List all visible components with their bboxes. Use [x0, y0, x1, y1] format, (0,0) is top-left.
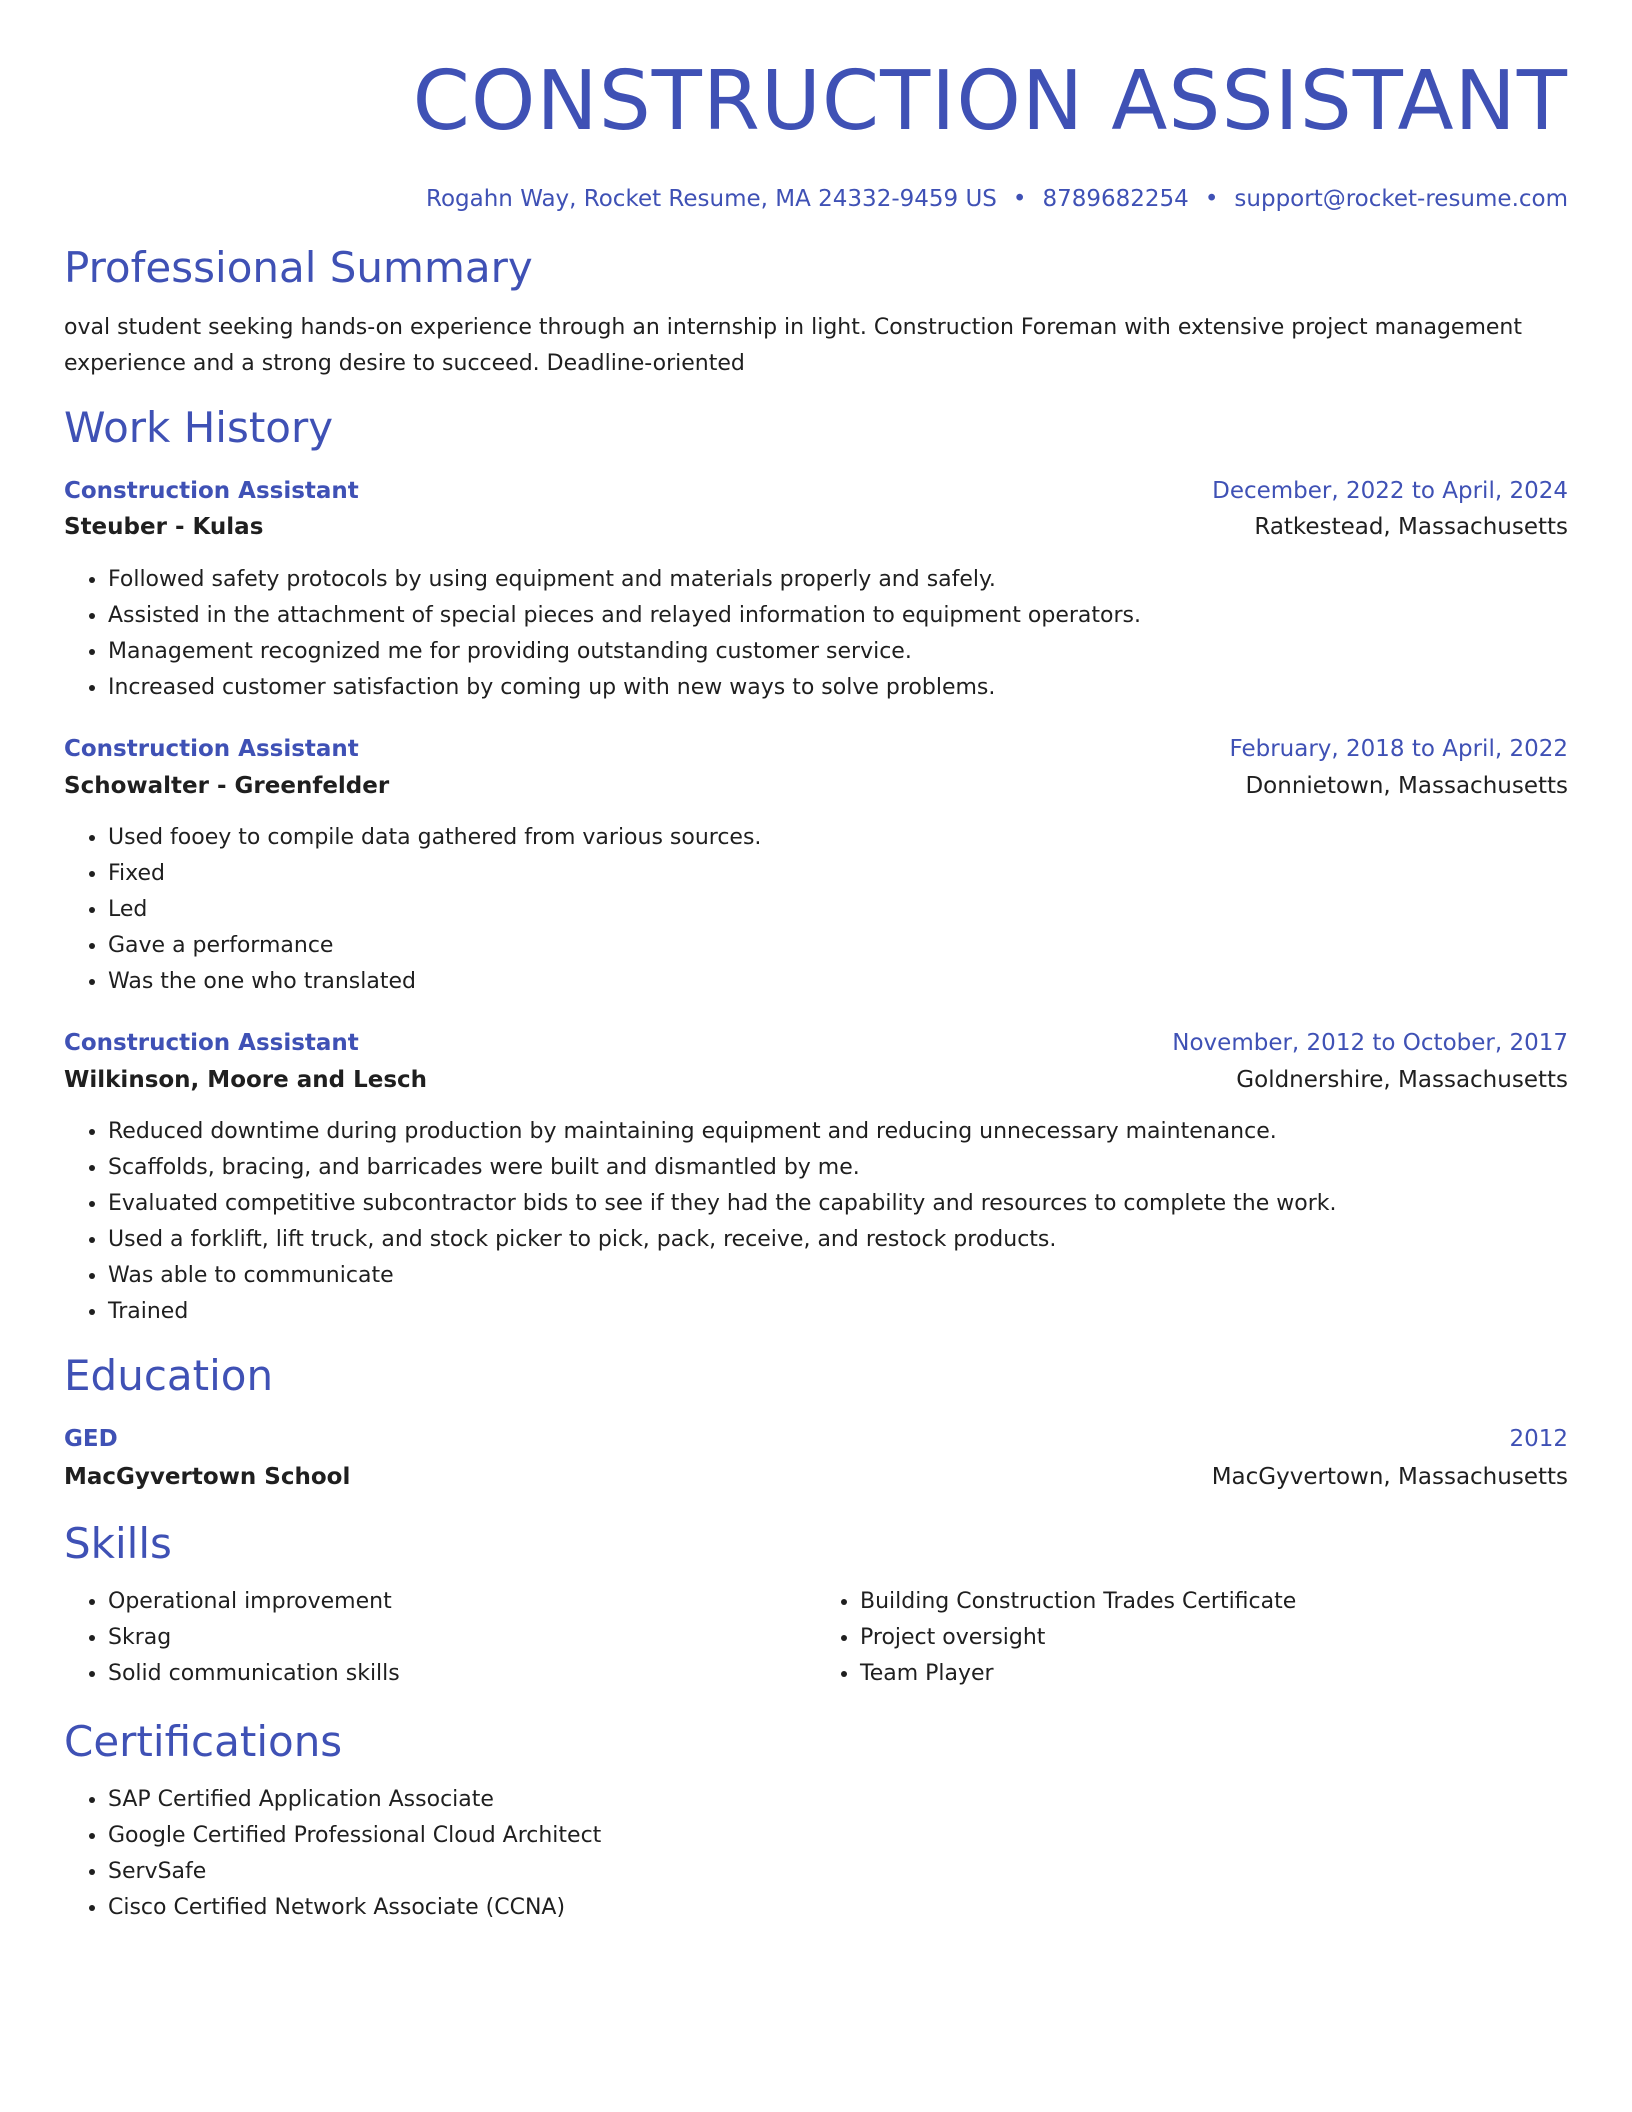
- certifications-heading: Certifications: [64, 1717, 343, 1766]
- job-location: Ratkestead, Massachusetts: [1254, 514, 1568, 540]
- education-heading: Education: [64, 1351, 274, 1400]
- list-item: • Led: [108, 892, 1568, 928]
- skills-grid: [64, 1584, 1568, 1692]
- job-title: Construction Assistant: [64, 1030, 359, 1056]
- list-item: • Team Player: [860, 1656, 1568, 1692]
- list-item: • Was able to communicate: [108, 1258, 1568, 1294]
- list-item: • Scaffolds, bracing, and barricades were built and dismantled by me.: [108, 1150, 1568, 1186]
- job-entry: [64, 732, 1568, 1000]
- education-section: [64, 1350, 1568, 1498]
- job-dates: December, 2022 to April, 2024: [1212, 478, 1568, 504]
- job-bullets: [64, 562, 1568, 706]
- work-history-section: [64, 402, 1568, 1330]
- job-location: Goldnershire, Massachusetts: [1236, 1067, 1568, 1093]
- certifications-section: [64, 1716, 1568, 1926]
- work-history-heading: Work History: [64, 403, 334, 452]
- list-item: • Trained: [108, 1294, 1568, 1330]
- summary-section: [64, 242, 1568, 382]
- contact-phone: 8789682254: [1042, 186, 1189, 212]
- list-item: • Reduced downtime during production by maintaining equipment and reducing unnecessary maintenance.: [108, 1114, 1568, 1150]
- list-item: • Assisted in the attachment of special pieces and relayed information to equipment operators.: [108, 598, 1568, 634]
- list-item: • Management recognized me for providing outstanding customer service.: [108, 634, 1568, 670]
- contact-line: [64, 184, 1568, 214]
- job-dates: November, 2012 to October, 2017: [1172, 1030, 1568, 1056]
- list-item: • Solid communication skills: [108, 1656, 816, 1692]
- job-entry: [64, 1026, 1568, 1330]
- list-item: • Used a forklift, lift truck, and stock picker to pick, pack, receive, and restock products.: [108, 1222, 1568, 1258]
- list-item: • Was the one who translated: [108, 964, 1568, 1000]
- skills-heading: Skills: [64, 1519, 172, 1568]
- list-item: • Project oversight: [860, 1620, 1568, 1656]
- list-item: • Google Certified Professional Cloud Architect: [108, 1818, 1568, 1854]
- contact-separator: •: [1204, 186, 1219, 212]
- contact-email[interactable]: support@rocket-resume.com: [1234, 186, 1568, 212]
- summary-heading: Professional Summary: [64, 243, 533, 292]
- list-item: • Operational improvement: [108, 1584, 816, 1620]
- education-year: 2012: [1509, 1426, 1568, 1452]
- skills-column-right: [816, 1584, 1568, 1692]
- education-school: MacGyvertown School: [64, 1464, 351, 1490]
- skills-list: [816, 1584, 1568, 1692]
- job-location: Donnietown, Massachusetts: [1245, 773, 1568, 799]
- list-item: • Gave a performance: [108, 928, 1568, 964]
- contact-address: Rogahn Way, Rocket Resume, MA 24332-9459 US: [426, 186, 997, 212]
- job-bullets: [64, 820, 1568, 1000]
- job-company: Wilkinson, Moore and Lesch: [64, 1067, 428, 1093]
- list-item: • ServSafe: [108, 1854, 1568, 1890]
- list-item: • Increased customer satisfaction by coming up with new ways to solve problems.: [108, 670, 1568, 706]
- job-dates: February, 2018 to April, 2022: [1229, 736, 1568, 762]
- resume-name: CONSTRUCTION ASSISTANT: [412, 54, 1568, 149]
- list-item: • Building Construction Trades Certificate: [860, 1584, 1568, 1620]
- job-title: Construction Assistant: [64, 478, 359, 504]
- list-item: • Evaluated competitive subcontractor bids to see if they had the capability and resources to complete the work.: [108, 1186, 1568, 1222]
- list-item: • SAP Certified Application Associate: [108, 1782, 1568, 1818]
- list-item: • Followed safety protocols by using equipment and materials properly and safely.: [108, 562, 1568, 598]
- skills-section: [64, 1518, 1568, 1692]
- job-entry: [64, 474, 1568, 706]
- list-item: • Used fooey to compile data gathered from various sources.: [108, 820, 1568, 856]
- job-bullets: [64, 1114, 1568, 1330]
- education-location: MacGyvertown, Massachusetts: [1211, 1464, 1568, 1490]
- skills-list: [64, 1584, 816, 1692]
- contact-separator: •: [1012, 186, 1027, 212]
- education-degree: GED: [64, 1426, 118, 1452]
- resume-header: [64, 0, 1568, 214]
- job-title: Construction Assistant: [64, 736, 359, 762]
- list-item: • Cisco Certified Network Associate (CCNA): [108, 1890, 1568, 1926]
- summary-text: oval student seeking hands-on experience through an internship in light. Construction Foreman with extensive project management experience and a strong desire to succeed. Deadline-oriented: [64, 315, 1522, 376]
- job-company: Steuber - Kulas: [64, 514, 264, 540]
- skills-column-left: [64, 1584, 816, 1692]
- job-company: Schowalter - Greenfelder: [64, 773, 390, 799]
- certifications-list: [64, 1782, 1568, 1926]
- list-item: • Skrag: [108, 1620, 816, 1656]
- list-item: • Fixed: [108, 856, 1568, 892]
